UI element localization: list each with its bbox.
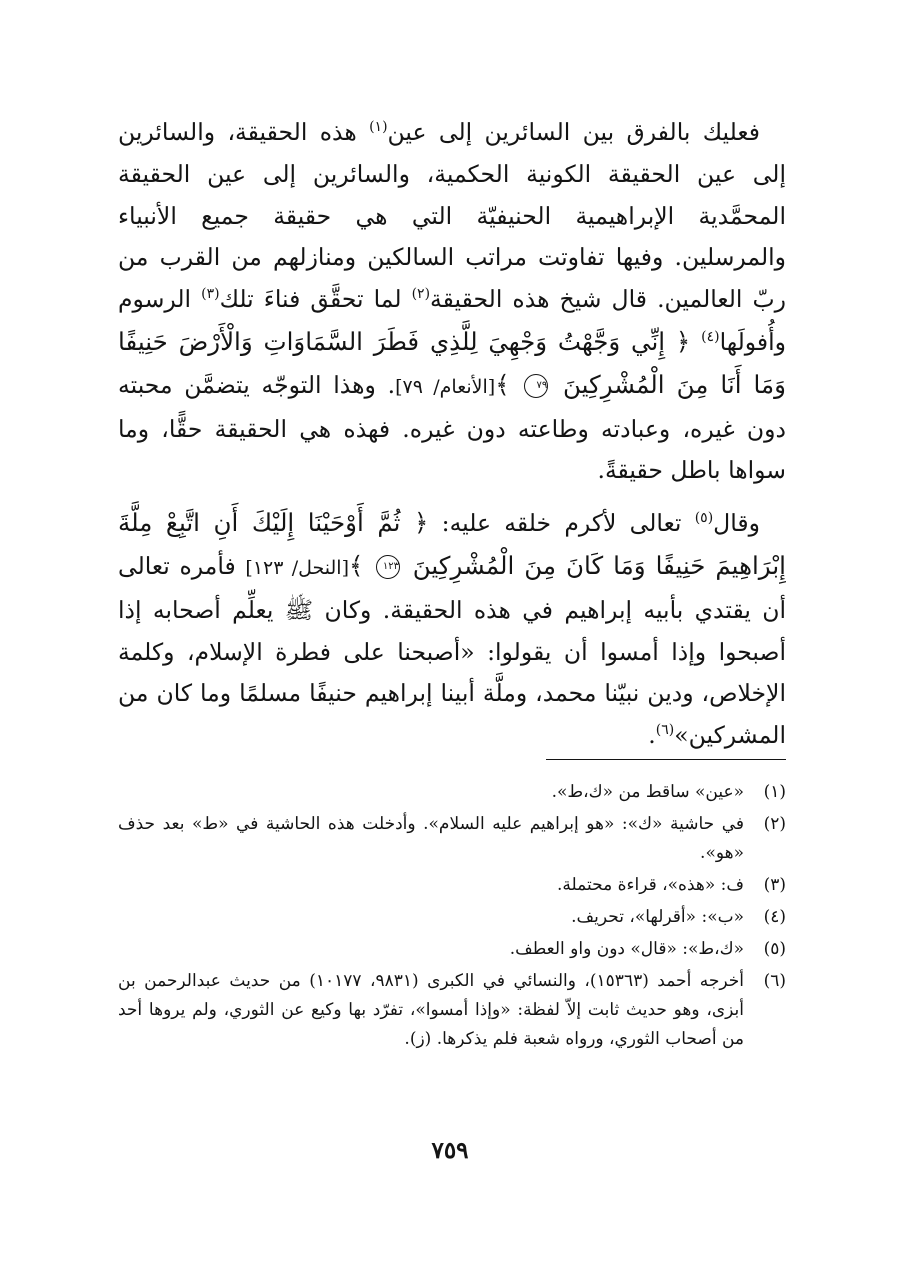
verse-close-bracket: ﴾ (495, 369, 510, 399)
footnote-number: (٦) (763, 971, 786, 991)
footnotes (118, 775, 786, 1054)
footnote-text: ف: «هذه»، قراءة محتملة. (557, 875, 744, 895)
paragraph-2 (118, 502, 786, 757)
text-run: الرسوم وأُفولَها (118, 285, 786, 356)
footnote-text: في حاشية «ك»: «هو إبراهيم عليه السلام». وأدخلت هذه الحاشية في «ط» بعد حذف «هو». (118, 814, 744, 863)
page-number: ٧٥٩ (431, 1137, 469, 1164)
main-text (118, 112, 786, 757)
text-run: . وهذا التوجّه يتضمَّن محبته دون غيره، وعبادته وطاعته دون غيره. فهذه هي الحقيقة حقًّا، وما سواها باطل حقيقةً. (118, 370, 786, 485)
footnote-item (118, 871, 786, 900)
footnote-text: «عين» ساقط من «ك،ط». (551, 782, 744, 802)
footnote-number: (٣) (763, 875, 786, 895)
footnote-number: (١) (763, 782, 786, 802)
text-run: هذه الحقيقة، والسائرين إلى عين الحقيقة الكونية الحكمية، والسائرين إلى عين الحقيقة المحمَّدية الإبراهيمية الحنيفيّة التي هي حقيقة جميع الأنبياء والمرسلين. وفيها تفاوتت مراتب السالكين ومنازلهم من القرب من ربّ العالمين. قال شيخ هذه الحقيقة (118, 118, 786, 314)
quran-verse: ﴿ ثُمَّ أَوْحَيْنَا إِلَيْكَ أَنِ اتَّبِعْ مِلَّةَ إِبْرَاهِيمَ حَنِيفًا وَمَا كَانَ مِنَ الْمُشْرِكِينَ (118, 508, 786, 580)
surah-reference: [الأنعام/ ٧٩] (395, 375, 496, 398)
footnote-item (118, 935, 786, 964)
footnote-separator (546, 759, 786, 760)
footnote-ref-5[interactable]: (٥) (694, 510, 714, 527)
text-run: فأمره تعالى أن يقتدي بأبيه إبراهيم في هذه الحقيقة. وكان ﷺ يعلِّم أصحابه إذا أصبحوا وإذا أمسوا أن يقولوا: «أصبحنا على فطرة الإسلام، وكلمة الإخلاص، ودين نبيّنا محمد، وملَّة أبينا إبراهيم حنيفًا مسلمًا وما كان من المشركين» (118, 551, 786, 750)
footnote-text: أخرجه أحمد (١٥٣٦٣)، والنسائي في الكبرى (٩٨٣١، ١٠١٧٧) من حديث عبدالرحمن بن أبزى، وهو حديث ثابت إلاّ لفظة: «وإذا أمسوا»، تفرّد بها وكيع عن الثوري، ولم يروها أحد من أصحاب الثوري، ورواه شعبة فلم يذكرها. (ز). (118, 971, 744, 1049)
text-run: وقال (713, 509, 760, 538)
footnote-text: «ك،ط»: «قال» دون واو العطف. (509, 939, 744, 959)
verse-number-marker: ١٢٣ (376, 555, 400, 579)
footnote-ref-6[interactable]: (٦) (655, 722, 675, 739)
footnote-item (118, 810, 786, 868)
footnote-number: (٤) (763, 907, 786, 927)
footnote-ref-1[interactable]: (١) (369, 119, 388, 135)
footnote-item (118, 967, 786, 1054)
text-run: تعالى لأكرم خلقه عليه: (428, 509, 695, 538)
text-run: لما تحقَّق فناءَ تلك (219, 285, 412, 314)
footnote-ref-2[interactable]: (٢) (411, 286, 431, 303)
footnote-text: «ب»: «أقرلها»، تحريف. (571, 907, 744, 927)
surah-reference: [النحل/ ١٢٣] (245, 556, 349, 579)
text-run: فعليك بالفرق بين السائرين إلى عين (387, 118, 760, 146)
footnote-item (118, 778, 786, 807)
footnote-ref-4[interactable]: (٤) (701, 328, 720, 345)
paragraph-1 (118, 112, 786, 492)
footnote-item (118, 903, 786, 932)
quran-verse: ﴿ إِنِّي وَجَّهْتُ وَجْهِيَ لِلَّذِي فَطَرَ السَّمَاوَاتِ وَالْأَرْضَ حَنِيفًا وَمَا أَنَا مِنَ الْمُشْرِكِينَ (118, 326, 786, 399)
footnote-number: (٥) (763, 939, 786, 959)
text-run: . (648, 721, 656, 750)
verse-close-bracket: ﴾ (349, 550, 364, 580)
verse-number-marker: ٧٩ (524, 374, 548, 398)
footnote-number: (٢) (763, 814, 786, 834)
footnote-ref-3[interactable]: (٣) (201, 286, 220, 303)
